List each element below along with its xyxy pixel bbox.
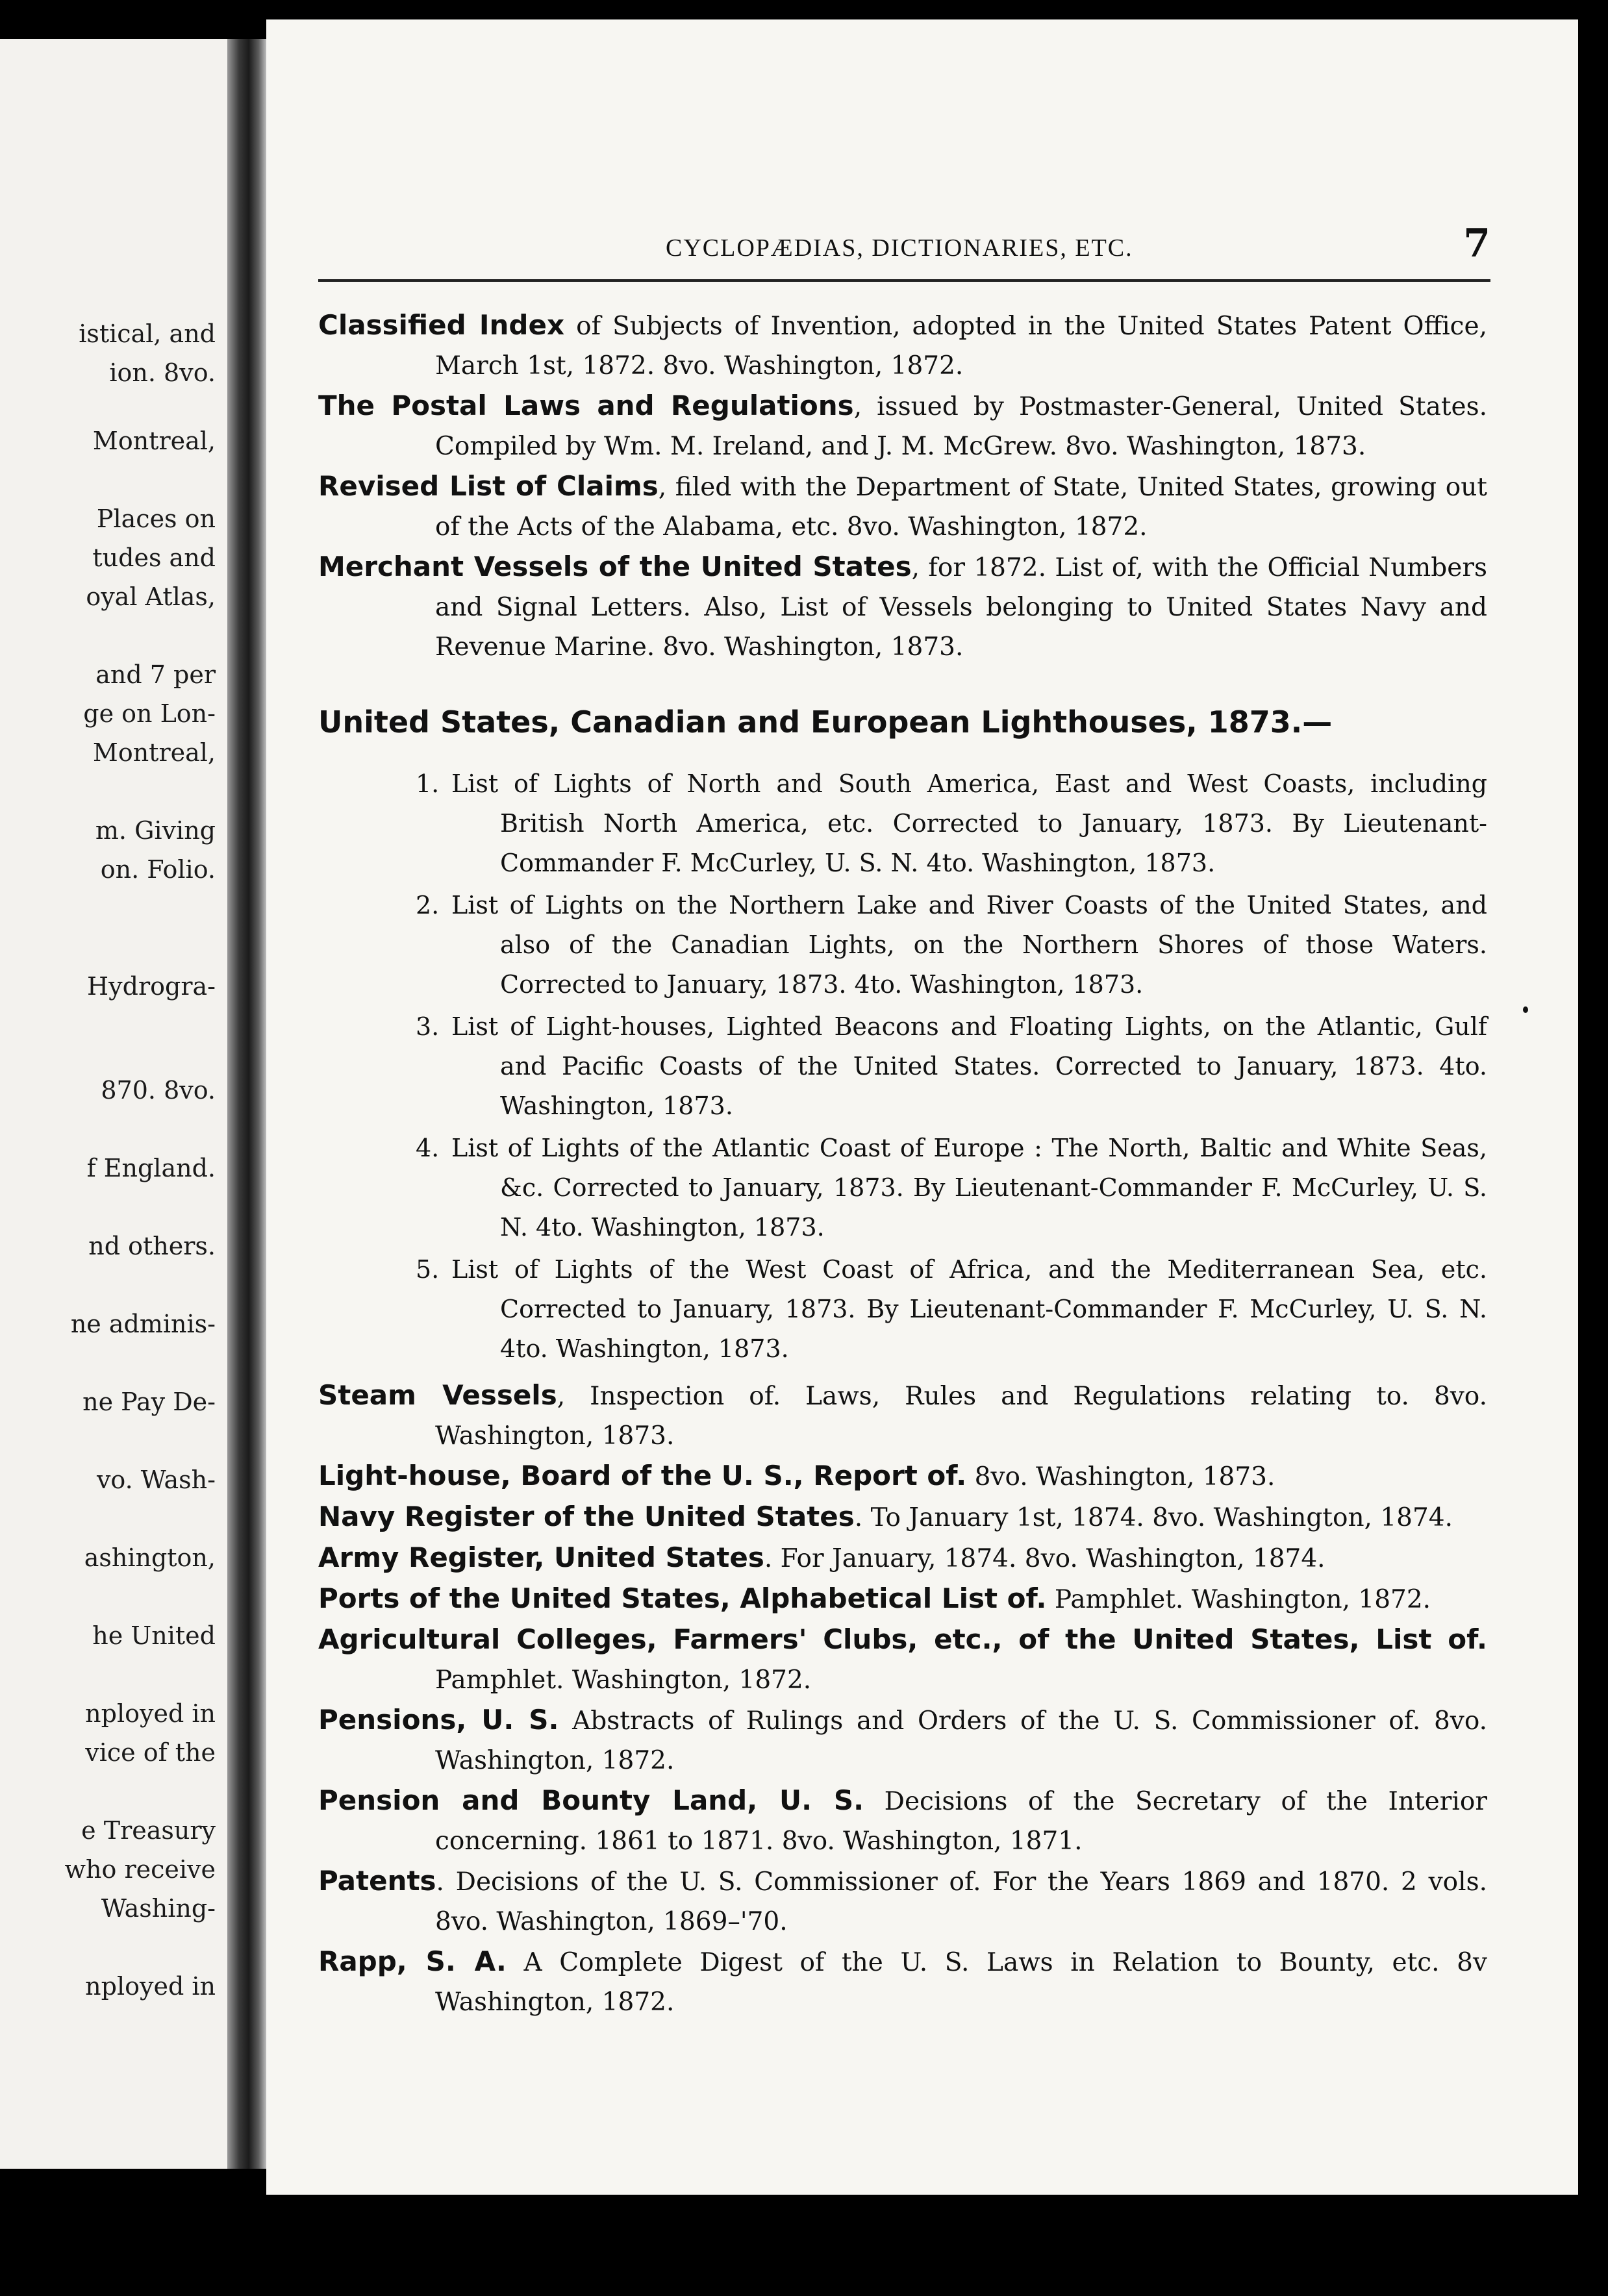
left-fragment: Washing- xyxy=(101,1894,216,1923)
list-item xyxy=(318,1250,1487,1369)
entry-heading: The Postal Laws and Regulations xyxy=(318,390,854,421)
running-header xyxy=(318,214,1490,282)
page-number: 7 xyxy=(1463,221,1490,266)
left-fragment: on. Folio. xyxy=(100,855,216,884)
catalog-entry xyxy=(318,305,1487,386)
entry-text: Pamphlet. Washington, 1872. xyxy=(1046,1585,1431,1614)
left-fragment: e Treasury xyxy=(81,1816,216,1845)
left-fragment: Montreal, xyxy=(92,427,216,455)
list-item-text: List of Lights of North and South America, East and West Coasts, including British North America, etc. Corrected to January, 1873. By Lieutenant-Commander F. McCurley, U. S. N. 4to. Washington, 1873. xyxy=(451,769,1487,877)
entry-heading: Light-house, Board of the U. S., Report of. xyxy=(318,1460,967,1491)
section-heading: United States, Canadian and European Lighthouses, 1873.— xyxy=(318,705,1333,740)
left-fragment: f England. xyxy=(86,1154,216,1182)
list-item-number: 4. xyxy=(416,1134,440,1162)
ink-speck xyxy=(1523,1006,1528,1013)
list-item-text: List of Lights on the Northern Lake and River Coasts of the United States, and also of the Canadian Lights, on the Northern Shores of those Waters. Corrected to January, 1873. 4to. Washington, 1873. xyxy=(451,891,1487,999)
left-fragment: m. Giving xyxy=(95,816,216,845)
left-fragment: and 7 per xyxy=(95,660,216,689)
left-fragment: oyal Atlas, xyxy=(86,582,216,611)
list-item xyxy=(318,1007,1487,1126)
entry-text: Abstracts of Rulings and Orders of the U. S. Commissioner of. 8vo. Washington, 1872. xyxy=(435,1706,1488,1775)
left-fragment: Hydrogra- xyxy=(87,972,216,1001)
left-fragment: Montreal, xyxy=(92,738,216,767)
entry-heading: Revised List of Claims xyxy=(318,470,659,502)
left-fragment: nd others. xyxy=(88,1232,216,1260)
left-fragment: ion. 8vo. xyxy=(109,358,216,387)
entry-text: . Decisions of the U. S. Commissioner of. For the Years 1869 and 1870. 2 vols. 8vo. Washington, 1869–'70. xyxy=(435,1867,1487,1936)
catalog-entry xyxy=(318,1941,1487,2022)
entry-heading: Merchant Vessels of the United States xyxy=(318,551,912,582)
running-head-title: CYCLOPÆDIAS, DICTIONARIES, ETC. xyxy=(666,234,1133,262)
entry-text: . To January 1st, 1874. 8vo. Washington, 1874. xyxy=(854,1503,1453,1532)
entry-heading: Agricultural Colleges, Farmers' Clubs, etc., of the United States, List of. xyxy=(318,1623,1487,1655)
left-fragment: ne Pay De- xyxy=(82,1388,216,1416)
left-fragment: nployed in xyxy=(85,1699,216,1728)
lighthouse-list xyxy=(318,764,1487,1369)
entry-heading: Navy Register of the United States xyxy=(318,1501,855,1532)
entry-heading: Army Register, United States xyxy=(318,1541,764,1573)
catalog-entry xyxy=(318,1375,1487,1456)
entry-heading: Pension and Bounty Land, U. S. xyxy=(318,1784,864,1816)
left-fragment: who receive xyxy=(64,1855,216,1884)
left-fragment: ne adminis- xyxy=(70,1310,216,1338)
entry-text: A Complete Digest of the U. S. Laws in Relation to Bounty, etc. 8v Washington, 1872. xyxy=(435,1948,1487,2017)
entry-text: Decisions of the Secretary of the Interior concerning. 1861 to 1871. 8vo. Washington, 1871. xyxy=(435,1787,1487,1856)
catalog-entry xyxy=(318,1497,1487,1538)
left-fragment: 870. 8vo. xyxy=(101,1076,216,1104)
entry-text: of Subjects of Invention, adopted in the United States Patent Office, March 1st, 1872. 8vo. Washington, 1872. xyxy=(435,312,1487,381)
right-page xyxy=(266,19,1578,2195)
left-fragment: ge on Lon- xyxy=(83,699,216,728)
list-item-text: List of Lights of the West Coast of Africa, and the Mediterranean Sea, etc. Corrected to January, 1873. By Lieutenant-Commander F. McCurley, U. S. N. 4to. Washington, 1873. xyxy=(451,1255,1487,1363)
catalog-entry xyxy=(318,1619,1487,1700)
left-page-fragment xyxy=(0,39,227,2169)
left-fragment: Places on xyxy=(96,505,216,533)
catalog-entry xyxy=(318,1578,1487,1619)
list-item-number: 2. xyxy=(416,891,440,919)
entry-heading: Steam Vessels xyxy=(318,1379,557,1411)
entry-heading: Classified Index xyxy=(318,309,565,341)
entries-bottom xyxy=(318,1375,1487,2022)
list-item-text: List of Lights of the Atlantic Coast of Europe : The North, Baltic and White Seas, &c. Corrected to January, 1873. By Lieutenant-Commander F. McCurley, U. S. N. 4to. Washington, 1873. xyxy=(451,1134,1487,1242)
entry-heading: Ports of the United States, Alphabetical List of. xyxy=(318,1582,1047,1614)
entry-text: . For January, 1874. 8vo. Washington, 1874. xyxy=(764,1544,1325,1573)
list-item-number: 5. xyxy=(416,1255,440,1284)
list-item xyxy=(318,1129,1487,1247)
left-fragment: nployed in xyxy=(85,1972,216,2001)
catalog-entry xyxy=(318,386,1487,466)
left-fragment: istical, and xyxy=(79,319,216,348)
catalog-entry xyxy=(318,1456,1487,1497)
catalog-entry xyxy=(318,1538,1487,1578)
entry-text: 8vo. Washington, 1873. xyxy=(966,1462,1275,1491)
entry-text: Pamphlet. Washington, 1872. xyxy=(435,1666,812,1695)
book-gutter xyxy=(227,39,266,2169)
left-fragment: he United xyxy=(92,1621,216,1650)
entry-text: , filed with the Department of State, United States, growing out of the Acts of the Alabama, etc. 8vo. Washington, 1872. xyxy=(435,473,1487,542)
left-fragment: vice of the xyxy=(85,1738,216,1767)
list-item xyxy=(318,764,1487,883)
catalog-entry xyxy=(318,1700,1487,1780)
list-item-number: 3. xyxy=(416,1012,440,1041)
entry-heading: Rapp, S. A. xyxy=(318,1945,507,1977)
catalog-entry xyxy=(318,1780,1487,1861)
entry-text: , Inspection of. Laws, Rules and Regulations relating to. 8vo. Washington, 1873. xyxy=(435,1382,1487,1451)
entries-top xyxy=(318,305,1487,667)
list-item-number: 1. xyxy=(416,769,440,798)
page-content xyxy=(318,305,1487,2022)
entry-heading: Pensions, U. S. xyxy=(318,1704,559,1736)
entry-text: , issued by Postmaster-General, United States. Compiled by Wm. M. Ireland, and J. M. McGrew. 8vo. Washington, 1873. xyxy=(435,392,1487,461)
list-item-text: List of Light-houses, Lighted Beacons and Floating Lights, on the Atlantic, Gulf and Pacific Coasts of the United States. Corrected to January, 1873. 4to. Washington, 1873. xyxy=(451,1012,1487,1120)
left-fragment: tudes and xyxy=(92,543,216,572)
left-fragment: ashington, xyxy=(84,1543,216,1572)
catalog-entry xyxy=(318,1861,1487,1941)
entry-text: , for 1872. List of, with the Official Numbers and Signal Letters. Also, List of Vessels belonging to United States Navy and Revenue Marine. 8vo. Washington, 1873. xyxy=(435,553,1487,662)
catalog-entry xyxy=(318,547,1487,667)
entry-heading: Patents xyxy=(318,1865,436,1897)
catalog-entry xyxy=(318,466,1487,547)
left-fragment: vo. Wash- xyxy=(96,1466,216,1494)
list-item xyxy=(318,886,1487,1004)
